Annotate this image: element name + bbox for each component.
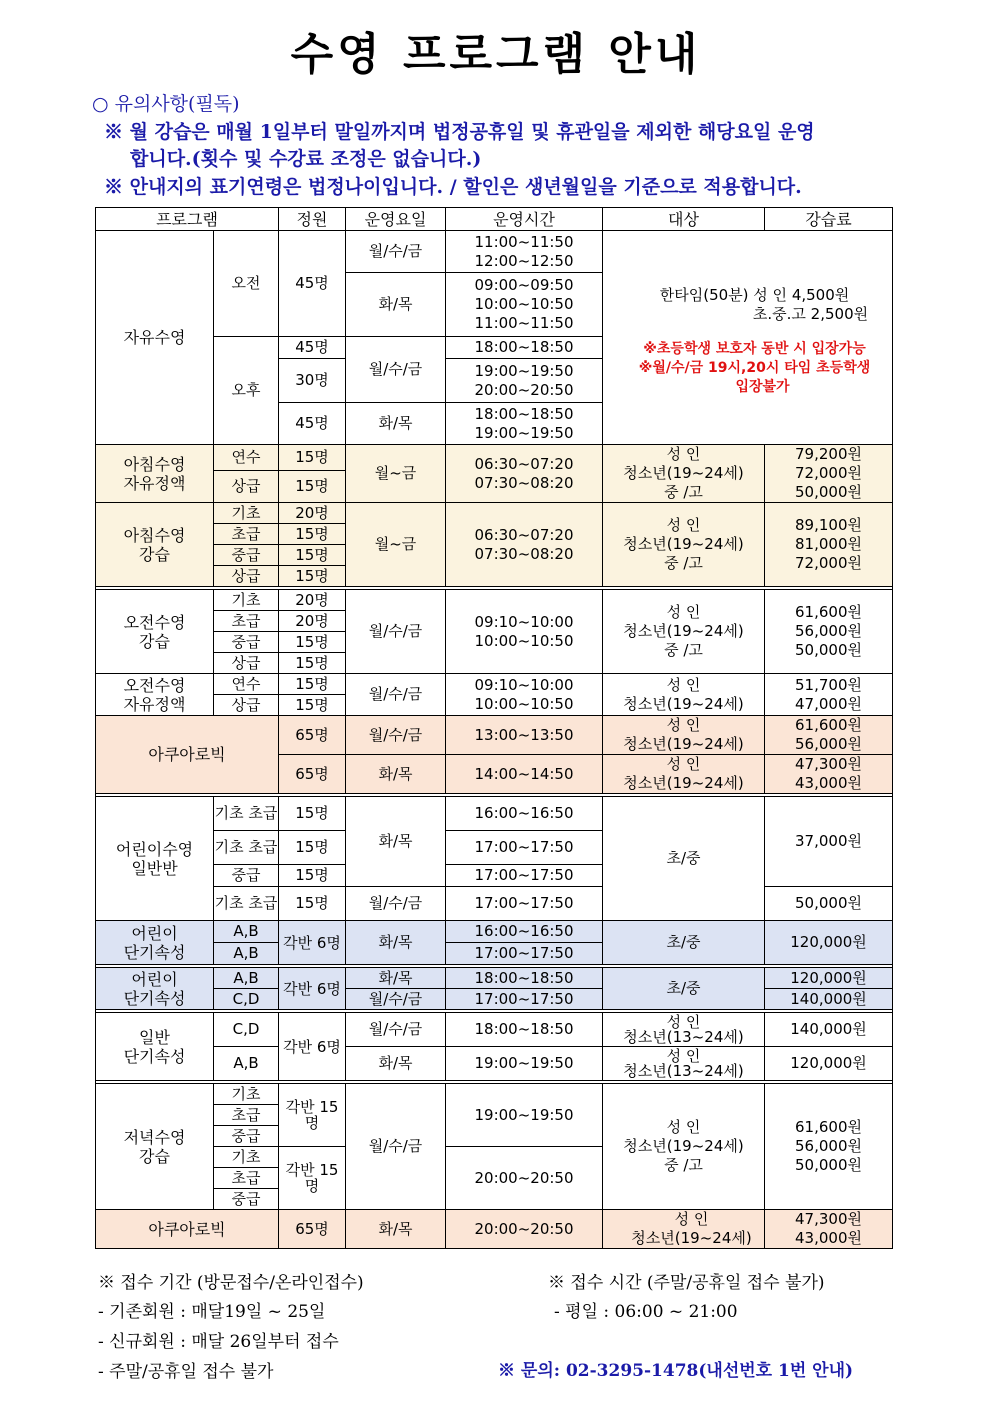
time: 10:00~10:50 — [474, 631, 574, 650]
page-title: 수영 프로그램 안내 — [290, 29, 702, 80]
table-row — [96, 1047, 893, 1081]
days: 화/목 — [346, 403, 446, 445]
fee: 56,000원 — [795, 735, 862, 753]
time: 07:30~08:20 — [474, 473, 574, 492]
capacity: 30명 — [279, 359, 346, 403]
time: 20:00~20:50 — [446, 1210, 603, 1249]
fee: 120,000원 — [765, 968, 893, 989]
header-fee: 강습료 — [765, 208, 893, 231]
table-row — [96, 1013, 893, 1047]
capacity: 각반 6명 — [279, 1013, 346, 1081]
fee-cell — [765, 503, 893, 587]
time: 19:00~19:50 — [446, 1084, 603, 1147]
program-aquarobic: 아쿠아로빅 — [96, 716, 279, 794]
target-cell — [603, 1013, 765, 1047]
capacity: 15명 — [279, 632, 346, 653]
time: 18:00~18:50 — [474, 404, 574, 423]
table-row — [96, 921, 893, 943]
header-capacity: 정원 — [279, 208, 346, 231]
program-am-free — [96, 674, 214, 716]
header-days: 운영요일 — [346, 208, 446, 231]
capacity: 15명 — [279, 797, 346, 831]
table-row — [96, 674, 893, 695]
time-cell — [446, 359, 603, 403]
table-row — [96, 716, 893, 755]
free-swim-price-line: 한타임(50분) 성 인 4,500원 — [659, 286, 850, 304]
days: 월~금 — [346, 503, 446, 587]
capacity: 15명 — [279, 445, 346, 471]
time: 09:00~09:50 — [474, 276, 574, 294]
footer-weekend: - 주말/공휴일 접수 불가 — [98, 1362, 274, 1382]
capacity: 15명 — [279, 695, 346, 716]
days: 화/목 — [346, 921, 446, 965]
time-cell — [446, 231, 603, 273]
level: 중급 — [214, 632, 279, 653]
program-name: 아침수영 — [123, 454, 186, 474]
time: 19:00~19:50 — [474, 423, 574, 442]
fee-cell — [765, 1084, 893, 1210]
level: 기초 — [214, 590, 279, 611]
capacity: 각반 6명 — [279, 921, 346, 965]
free-swim-note: 입장불가 — [735, 379, 790, 395]
target: 성 인 — [666, 1012, 701, 1031]
fee: 56,000원 — [795, 622, 862, 640]
notice-line-3: ※ 안내지의 표기연령은 법정나이입니다. / 할인은 생년월일을 기준으로 적용합니다. — [104, 176, 802, 198]
table-row — [96, 445, 893, 471]
target-cell — [603, 674, 765, 716]
table-row — [96, 1084, 893, 1105]
level: 연수 — [214, 445, 279, 471]
time: 17:00~17:50 — [446, 831, 603, 865]
capacity: 15명 — [279, 674, 346, 695]
time: 19:00~19:50 — [474, 361, 574, 380]
footer-reg-time: ※ 접수 시간 (주말/공휴일 접수 불가) — [548, 1273, 825, 1293]
program-name: 강습 — [139, 631, 170, 651]
target-cell — [603, 590, 765, 674]
class: C,D — [214, 989, 279, 1010]
table-header-row — [96, 208, 893, 231]
table-row — [96, 989, 893, 1010]
fee: 56,000원 — [795, 1137, 862, 1155]
capacity: 각반 6명 — [279, 968, 346, 1010]
target: 초/중 — [603, 797, 765, 921]
fee: 140,000원 — [765, 1013, 893, 1047]
free-swim-note: ※월/수/금 19시,20시 타임 초등학생 — [638, 360, 871, 376]
time: 09:10~10:00 — [474, 675, 574, 694]
time: 07:30~08:20 — [474, 544, 574, 563]
capacity: 20명 — [279, 503, 346, 524]
program-name: 단기속성 — [123, 942, 186, 962]
fee: 37,000원 — [765, 797, 893, 887]
time: 16:00~16:50 — [446, 797, 603, 831]
program-name: 일반반 — [131, 858, 178, 878]
target: 초/중 — [603, 968, 765, 1010]
time: 12:00~12:50 — [474, 251, 574, 270]
days: 화/목 — [346, 968, 446, 989]
level: 초급 — [214, 1168, 279, 1189]
target: 청소년(19~24세) — [623, 622, 744, 640]
fee-cell — [765, 590, 893, 674]
program-free-swim: 자유수영 — [96, 231, 214, 445]
class: A,B — [214, 1047, 279, 1081]
level: 초급 — [214, 524, 279, 545]
target: 성 인 — [666, 516, 701, 534]
schedule-table — [95, 207, 893, 1249]
program-morning-free — [96, 445, 214, 503]
time-cell — [446, 273, 603, 337]
target-cell — [603, 503, 765, 587]
program-name: 어린이 — [131, 923, 178, 943]
program-name: 오전수영 — [123, 675, 186, 695]
free-swim-target — [603, 231, 893, 445]
target: 청소년(19~24세) — [623, 694, 744, 713]
fee: 50,000원 — [795, 641, 862, 659]
time-cell — [446, 503, 603, 587]
days: 화/목 — [346, 1047, 446, 1081]
program-morning-lesson — [96, 503, 214, 587]
capacity: 65명 — [279, 716, 346, 755]
program-am-lesson — [96, 590, 214, 674]
target: 성 인 — [666, 755, 701, 773]
target: 청소년(19~24세) — [623, 735, 744, 753]
fee: 79,200원 — [795, 445, 862, 463]
fee: 50,000원 — [795, 483, 862, 501]
target: 청소년(19~24세) — [623, 1137, 744, 1155]
days: 월/수/금 — [346, 716, 446, 755]
header-time: 운영시간 — [446, 208, 603, 231]
fee: 89,100원 — [795, 516, 862, 534]
program-name: 강습 — [139, 544, 170, 564]
level: 기초 초급 — [214, 797, 279, 831]
time-cell — [446, 590, 603, 674]
notice-line-2: 합니다.(횟수 및 수강료 조정은 없습니다.) — [130, 148, 482, 170]
fee: 140,000원 — [765, 989, 893, 1010]
capacity: 15명 — [279, 887, 346, 921]
time: 19:00~19:50 — [446, 1047, 603, 1081]
table-row — [96, 503, 893, 524]
header-target: 대상 — [603, 208, 765, 231]
days: 화/목 — [346, 1210, 446, 1249]
capacity: 65명 — [279, 755, 346, 794]
target: 중 /고 — [664, 1156, 703, 1174]
target: 청소년(19~24세) — [623, 464, 744, 482]
target: 성 인 — [666, 603, 701, 621]
time-cell — [446, 403, 603, 445]
days: 화/목 — [346, 797, 446, 887]
time: 18:00~18:50 — [446, 968, 603, 989]
target: 청소년(19~24세) — [631, 1229, 752, 1247]
notice-heading: ○ 유의사항(필독) — [92, 93, 240, 115]
time: 13:00~13:50 — [446, 716, 603, 755]
time: 17:00~17:50 — [446, 943, 603, 965]
fee: 61,600원 — [795, 1118, 862, 1136]
fee-cell — [765, 674, 893, 716]
fee-cell — [765, 1210, 893, 1249]
capacity: 15명 — [279, 566, 346, 587]
class: C,D — [214, 1013, 279, 1047]
time: 20:00~20:50 — [446, 1147, 603, 1210]
fee: 47,300원 — [795, 755, 862, 773]
footer-reg-period: ※ 접수 기간 (방문접수/온라인접수) — [98, 1273, 364, 1293]
level: 초급 — [214, 1105, 279, 1126]
target: 성 인 — [666, 716, 701, 734]
fee: 72,000원 — [795, 464, 862, 482]
target-cell — [603, 445, 765, 503]
level: 중급 — [214, 865, 279, 887]
program-aquarobic-evening: 아쿠아로빅 — [96, 1210, 279, 1249]
days: 월/수/금 — [346, 887, 446, 921]
target: 청소년(13~24세) — [623, 1027, 744, 1046]
level: 중급 — [214, 1126, 279, 1147]
time: 06:30~07:20 — [474, 525, 574, 544]
footer-contact: ※ 문의: 02-3295-1478(내선번호 1번 안내) — [498, 1361, 854, 1381]
days: 월/수/금 — [346, 1084, 446, 1210]
target-cell — [603, 755, 765, 794]
table-row — [96, 1210, 893, 1249]
session-am: 오전 — [214, 231, 279, 337]
target-cell — [603, 716, 765, 755]
target: 청소년(19~24세) — [623, 774, 744, 792]
class: A,B — [214, 943, 279, 965]
target-cell — [603, 1210, 765, 1249]
footer-new-member: - 신규회원 : 매달 26일부터 접수 — [98, 1332, 339, 1352]
program-name: 어린이 — [131, 969, 178, 989]
program-name: 단기속성 — [123, 1046, 186, 1066]
session-pm: 오후 — [214, 337, 279, 445]
level: 기초 초급 — [214, 831, 279, 865]
program-name: 자유정액 — [123, 473, 186, 493]
program-kids-short-2 — [96, 968, 214, 1010]
program-general-short — [96, 1013, 214, 1081]
level: 상급 — [214, 471, 279, 503]
capacity: 65명 — [279, 1210, 346, 1249]
time-cell — [446, 674, 603, 716]
program-name: 아침수영 — [123, 525, 186, 545]
time: 17:00~17:50 — [446, 989, 603, 1010]
days: 월/수/금 — [346, 674, 446, 716]
program-name: 강습 — [139, 1146, 170, 1166]
days: 화/목 — [346, 273, 446, 337]
capacity: 각반 15명 — [279, 1084, 346, 1147]
level: 초급 — [214, 611, 279, 632]
fee: 81,000원 — [795, 535, 862, 553]
table-row — [96, 590, 893, 611]
fee: 50,000원 — [795, 1156, 862, 1174]
level: 기초 — [214, 503, 279, 524]
level: 기초 — [214, 1147, 279, 1168]
fee: 61,600원 — [795, 716, 862, 734]
free-swim-price-line: 초.중.고 2,500원 — [752, 305, 869, 323]
class: A,B — [214, 968, 279, 989]
time: 10:00~10:50 — [474, 295, 574, 313]
program-name: 어린이수영 — [115, 839, 194, 859]
table-row — [96, 968, 893, 989]
fee: 47,000원 — [795, 694, 862, 713]
time: 17:00~17:50 — [446, 865, 603, 887]
header-program: 프로그램 — [96, 208, 279, 231]
class: A,B — [214, 921, 279, 943]
fee: 72,000원 — [795, 554, 862, 572]
fee-cell — [765, 716, 893, 755]
program-name: 오전수영 — [123, 612, 186, 632]
level: 중급 — [214, 1189, 279, 1210]
capacity: 45명 — [279, 231, 346, 337]
capacity: 15명 — [279, 524, 346, 545]
footer-existing-member: - 기존회원 : 매달19일 ~ 25일 — [98, 1302, 326, 1322]
target: 중 /고 — [664, 483, 703, 501]
time: 11:00~11:50 — [474, 232, 574, 251]
fee: 43,000원 — [795, 774, 862, 792]
days: 월/수/금 — [346, 231, 446, 273]
program-name: 저녁수영 — [123, 1127, 186, 1147]
capacity: 45명 — [279, 337, 346, 359]
target-cell — [603, 1084, 765, 1210]
fee: 61,600원 — [795, 603, 862, 621]
program-name: 단기속성 — [123, 988, 186, 1008]
days: 월/수/금 — [346, 989, 446, 1010]
target-cell — [603, 1047, 765, 1081]
time: 16:00~16:50 — [446, 921, 603, 943]
target: 성 인 — [674, 1210, 709, 1228]
fee: 47,300원 — [795, 1210, 862, 1228]
fee: 43,000원 — [795, 1229, 862, 1247]
days: 월/수/금 — [346, 337, 446, 403]
capacity: 15명 — [279, 653, 346, 674]
days: 월/수/금 — [346, 1013, 446, 1047]
footer-weekday: - 평일 : 06:00 ~ 21:00 — [554, 1302, 738, 1322]
time: 10:00~10:50 — [474, 694, 574, 713]
target: 초/중 — [603, 921, 765, 965]
target: 청소년(13~24세) — [623, 1061, 744, 1080]
program-kids-general — [96, 797, 214, 921]
level: 연수 — [214, 674, 279, 695]
program-kids-short-1 — [96, 921, 214, 965]
free-swim-note: ※초등학생 보호자 동반 시 입장가능 — [643, 341, 866, 357]
table-row — [96, 887, 893, 921]
table-row — [96, 231, 893, 273]
days: 월/수/금 — [346, 590, 446, 674]
target: 성 인 — [666, 1118, 701, 1136]
level: 상급 — [214, 566, 279, 587]
capacity: 15명 — [279, 865, 346, 887]
time: 09:10~10:00 — [474, 612, 574, 631]
time-cell — [446, 445, 603, 503]
capacity: 20명 — [279, 590, 346, 611]
time: 11:00~11:50 — [474, 314, 574, 332]
time: 17:00~17:50 — [446, 887, 603, 921]
capacity: 각반 15명 — [279, 1147, 346, 1210]
fee-cell — [765, 445, 893, 503]
level: 상급 — [214, 695, 279, 716]
level: 기초 초급 — [214, 887, 279, 921]
target: 성 인 — [666, 675, 701, 694]
capacity: 20명 — [279, 611, 346, 632]
level: 기초 — [214, 1084, 279, 1105]
table-row — [96, 797, 893, 831]
level: 중급 — [214, 545, 279, 566]
capacity: 15명 — [279, 831, 346, 865]
target: 중 /고 — [664, 641, 703, 659]
time: 18:00~18:50 — [446, 337, 603, 359]
fee: 120,000원 — [765, 921, 893, 965]
program-name: 일반 — [139, 1027, 170, 1047]
level: 상급 — [214, 653, 279, 674]
notice-line-1: ※ 월 강습은 매월 1일부터 말일까지며 법정공휴일 및 휴관일을 제외한 해당요일 운영 — [104, 121, 815, 143]
program-evening-lesson — [96, 1084, 214, 1210]
target: 중 /고 — [664, 554, 703, 572]
fee: 120,000원 — [765, 1047, 893, 1081]
days: 화/목 — [346, 755, 446, 794]
time: 20:00~20:50 — [474, 380, 574, 399]
target: 성 인 — [666, 1046, 701, 1065]
fee: 51,700원 — [795, 675, 862, 694]
fee-cell — [765, 755, 893, 794]
target: 성 인 — [666, 445, 701, 463]
program-name: 자유정액 — [123, 694, 186, 714]
capacity: 15명 — [279, 471, 346, 503]
time: 14:00~14:50 — [446, 755, 603, 794]
target: 청소년(19~24세) — [623, 535, 744, 553]
time: 06:30~07:20 — [474, 454, 574, 473]
capacity: 45명 — [279, 403, 346, 445]
time: 18:00~18:50 — [446, 1013, 603, 1047]
days: 월~금 — [346, 445, 446, 503]
capacity: 15명 — [279, 545, 346, 566]
fee: 50,000원 — [765, 887, 893, 921]
